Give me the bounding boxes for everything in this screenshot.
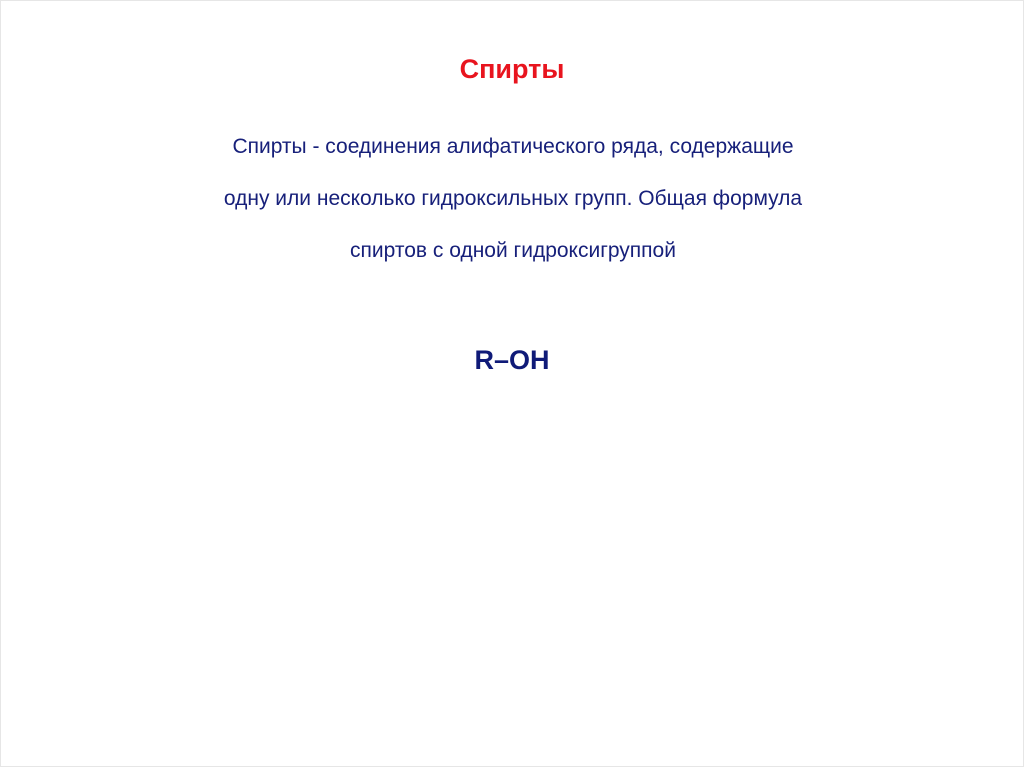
definition-line: спиртов с одной гидроксигруппой bbox=[350, 239, 676, 262]
slide-title: Спирты bbox=[459, 54, 565, 84]
definition-line: Спирты - соединения алифатического ряда, содержащие bbox=[232, 135, 794, 158]
definition-line: одну или несколько гидроксильных групп. Общая формула bbox=[223, 187, 803, 210]
definition-paragraph bbox=[111, 121, 915, 277]
general-formula: R–OH bbox=[474, 345, 550, 375]
